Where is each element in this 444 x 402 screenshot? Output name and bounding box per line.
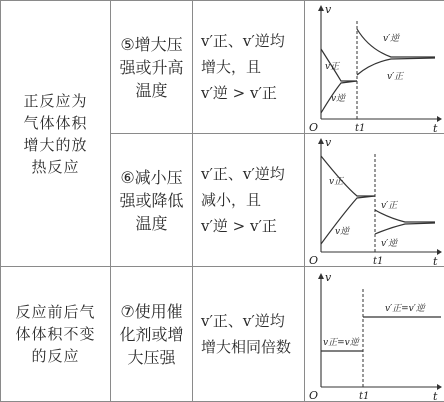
graph-cell xyxy=(305,134,444,267)
label-v-reverse-new: v′逆 xyxy=(381,238,398,249)
v-reverse-new-curve xyxy=(375,223,435,234)
effect-text: v′正、v′逆均增大相同倍数 xyxy=(201,308,296,360)
v-forward-curve xyxy=(321,156,375,196)
effect-cell xyxy=(193,1,305,134)
origin-label: O xyxy=(309,254,318,266)
axis-label-t: t xyxy=(433,255,438,266)
time-label: t1 xyxy=(373,256,383,266)
table-row xyxy=(1,267,444,402)
rate-time-graph-3 xyxy=(305,267,444,401)
axis-label-t: t xyxy=(433,122,438,133)
label-v-forward: v正 xyxy=(329,176,344,187)
graph-cell xyxy=(305,1,444,134)
effect-cell xyxy=(193,267,305,402)
effect-cell xyxy=(193,134,305,267)
y-axis-arrow xyxy=(318,138,324,144)
measure-text: ⑦使用催化剂或增大压强 xyxy=(120,300,184,369)
time-label: t1 xyxy=(359,391,369,401)
label-v-forward: v正 xyxy=(325,61,340,72)
label-v-forward-new: v′正 xyxy=(381,200,398,211)
label-v-equal: v正=v逆 xyxy=(323,337,360,348)
v-forward-new-curve xyxy=(375,210,435,222)
condition-text: 反应前后气体体积不变的反应 xyxy=(11,301,101,367)
axis-label-v: v xyxy=(325,3,332,16)
x-axis-arrow xyxy=(437,384,442,390)
label-v-equal-new: v′正=v′逆 xyxy=(385,303,426,314)
label-v-forward-new: v′正 xyxy=(387,71,404,82)
axis-label-v: v xyxy=(325,136,332,149)
condition-text: 正反应为气体体积增大的放热反应 xyxy=(17,90,95,178)
graph-cell xyxy=(305,267,444,402)
label-v-reverse: v逆 xyxy=(331,93,346,104)
origin-label: O xyxy=(309,121,318,133)
axis-label-t: t xyxy=(433,390,438,401)
effect-text: v′正、v′逆均增大，且 xyxy=(201,28,296,80)
rate-time-graph-2 xyxy=(305,134,444,266)
origin-label: O xyxy=(309,389,318,401)
x-axis-arrow xyxy=(437,116,442,122)
table-row xyxy=(1,1,444,134)
effect-text: v′正、v′逆均减小，且 xyxy=(201,161,296,213)
measure-text: ⑥减小压强或降低温度 xyxy=(120,166,184,235)
effect-relation: v′逆 > v′正 xyxy=(201,213,296,239)
axis-label-v: v xyxy=(325,271,332,284)
y-axis-arrow xyxy=(318,273,324,279)
label-v-reverse-new: v′逆 xyxy=(383,33,400,44)
measure-cell xyxy=(111,1,193,134)
y-axis-arrow xyxy=(318,5,324,11)
label-v-reverse: v逆 xyxy=(335,226,350,237)
rate-time-graph-1 xyxy=(305,1,444,133)
measure-text: ⑤增大压强或升高温度 xyxy=(120,33,184,102)
condition-cell xyxy=(1,1,111,267)
time-label: t1 xyxy=(355,123,365,133)
measure-cell xyxy=(111,134,193,267)
condition-cell xyxy=(1,267,111,402)
effect-relation: v′逆 > v′正 xyxy=(201,80,296,106)
measure-cell xyxy=(111,267,193,402)
x-axis-arrow xyxy=(437,249,442,255)
